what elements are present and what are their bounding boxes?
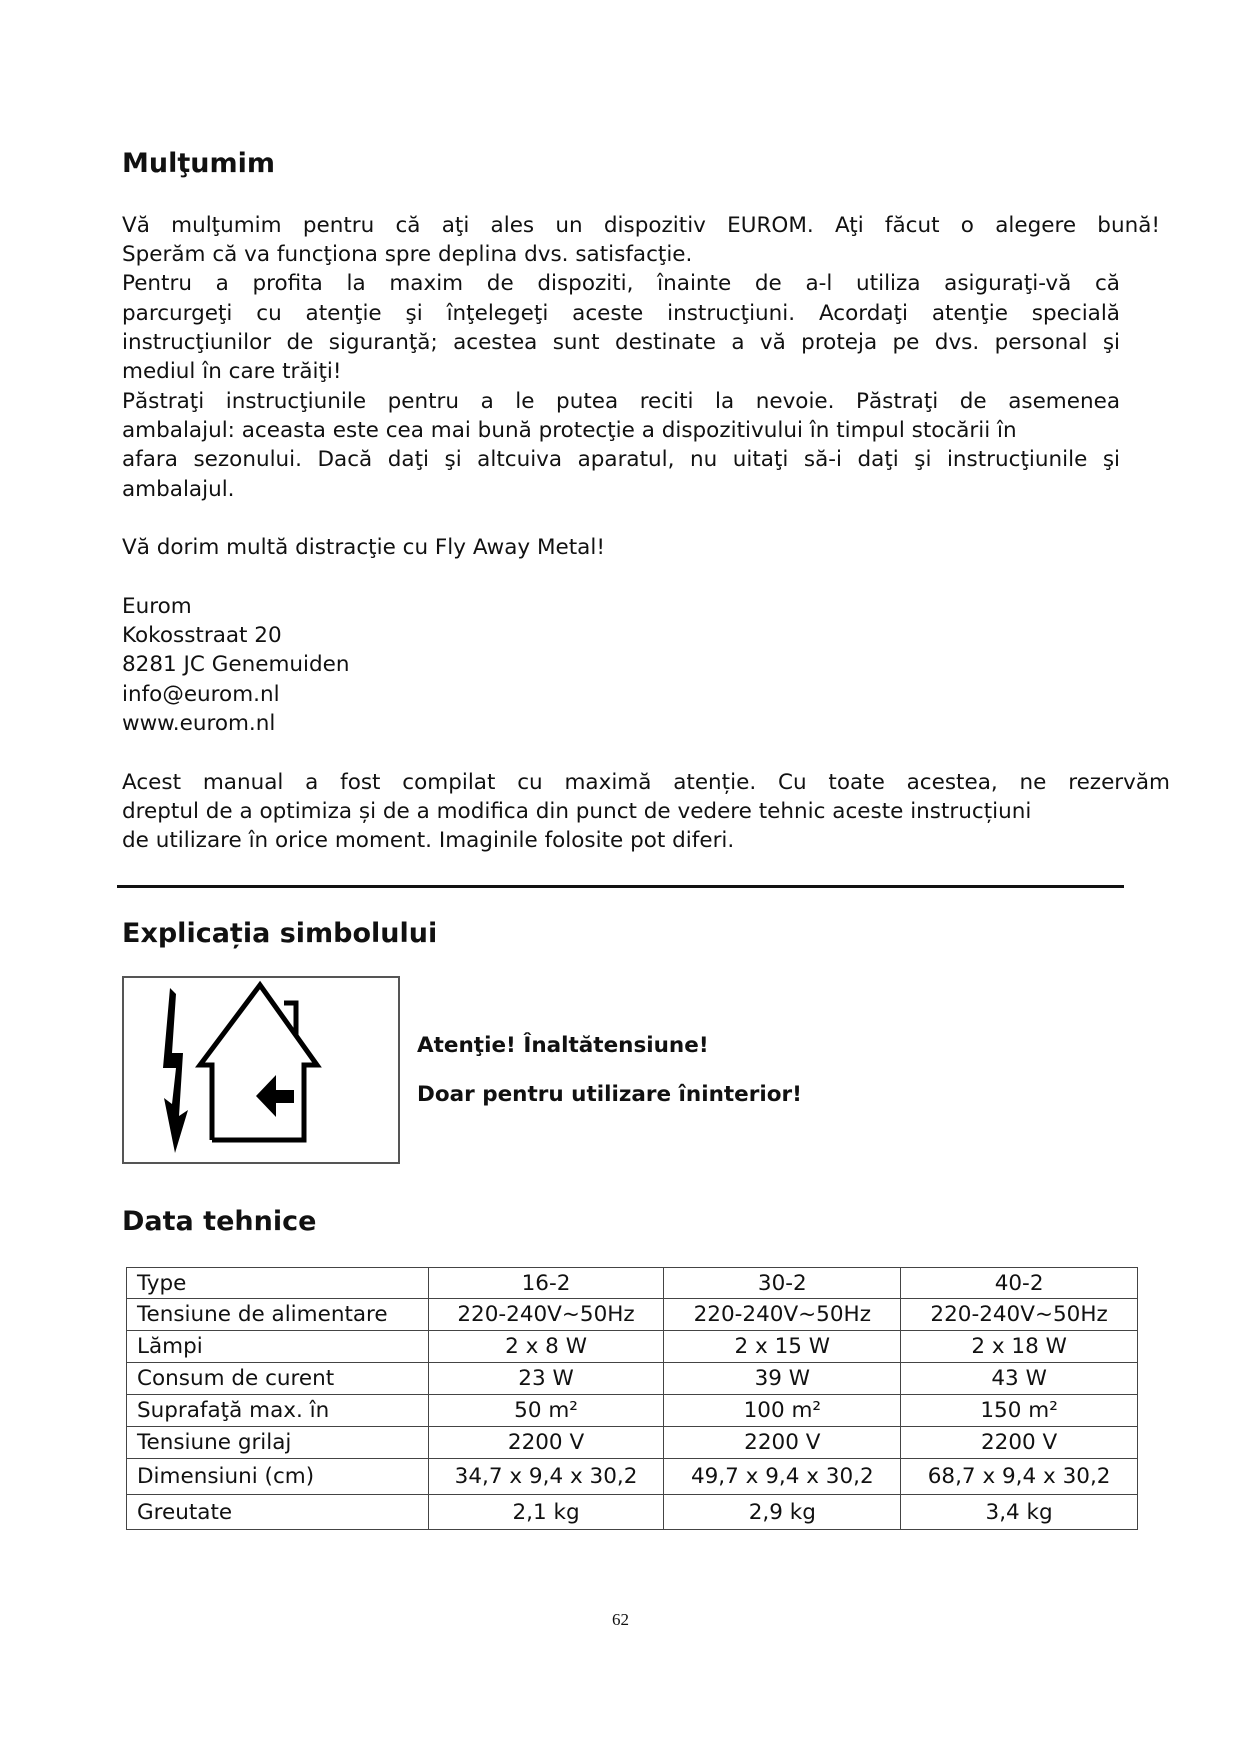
arrow-left-icon xyxy=(256,1075,294,1117)
table-row xyxy=(127,1299,1138,1331)
indoor-only-warning: Doar pentru utilizare îninterior! xyxy=(417,1082,802,1107)
value-cell: 100 m² xyxy=(664,1395,901,1427)
value-cell: 50 m² xyxy=(428,1395,664,1427)
table-row xyxy=(127,1495,1138,1530)
value-cell: 68,7 x 9,4 x 30,2 xyxy=(901,1459,1138,1495)
paragraph-line: Vă mulţumim pentru că aţi ales un dispozitiv EUROM. Aţi făcut o alegere bună! xyxy=(122,213,1160,238)
table-row xyxy=(127,1427,1138,1459)
paragraph-line: Pentru a profita la maxim de dispoziti, înainte de a-l utiliza asiguraţi-vă că xyxy=(122,271,1120,296)
value-cell: 2200 V xyxy=(664,1427,901,1459)
paragraph-line: Păstraţi instrucţiunile pentru a le putea reciti la nevoie. Păstraţi de asemenea xyxy=(122,389,1120,414)
value-cell: 40-2 xyxy=(901,1268,1138,1299)
disclaimer-line: Acest manual a fost compilat cu maximă atenție. Cu toate acestea, ne rezervăm xyxy=(122,770,1170,795)
high-voltage-warning: Atenţie! Înaltătensiune! xyxy=(417,1033,709,1058)
value-cell: 16-2 xyxy=(428,1268,664,1299)
value-cell: 34,7 x 9,4 x 30,2 xyxy=(428,1459,664,1495)
row-label-cell: Tensiune grilaj xyxy=(127,1427,429,1459)
address-website[interactable]: www.eurom.nl xyxy=(122,711,276,736)
section-divider xyxy=(117,885,1124,888)
paragraph-line: instrucţiunilor de siguranţă; acestea sunt destinate a vă proteja pe dvs. personal şi xyxy=(122,330,1120,355)
value-cell: 43 W xyxy=(901,1363,1138,1395)
value-cell: 3,4 kg xyxy=(901,1495,1138,1530)
value-cell: 2200 V xyxy=(901,1427,1138,1459)
value-cell: 2 x 15 W xyxy=(664,1331,901,1363)
paragraph-line: parcurgeţi cu atenţie şi înţelegeţi aceste instrucţiuni. Acordaţi atenţie specială xyxy=(122,301,1120,326)
row-label-cell: Type xyxy=(127,1268,429,1299)
lightning-bolt-icon xyxy=(163,988,188,1153)
address-email[interactable]: info@eurom.nl xyxy=(122,682,280,707)
table-row xyxy=(127,1268,1138,1299)
wish-line: Vă dorim multă distracţie cu Fly Away Metal! xyxy=(122,535,605,560)
table-row xyxy=(127,1363,1138,1395)
paragraph-line: mediul în care trăiţi! xyxy=(122,359,342,384)
row-label-cell: Greutate xyxy=(127,1495,429,1530)
value-cell: 2,9 kg xyxy=(664,1495,901,1530)
disclaimer-line: de utilizare în orice moment. Imaginile folosite pot diferi. xyxy=(122,828,735,853)
value-cell: 39 W xyxy=(664,1363,901,1395)
paragraph-line: ambalajul. xyxy=(122,477,235,502)
symbol-box xyxy=(122,976,400,1164)
table-row xyxy=(127,1331,1138,1363)
row-label-cell: Consum de curent xyxy=(127,1363,429,1395)
paragraph-line: ambalajul: aceasta este cea mai bună protecţie a dispozitivului în timpul stocării în xyxy=(122,418,1017,443)
paragraph-line: Sperăm că va funcţiona spre deplina dvs. satisfacţie. xyxy=(122,242,693,267)
disclaimer-line: dreptul de a optimiza și de a modifica din punct de vedere tehnic aceste instrucțiuni xyxy=(122,799,1032,824)
address-city: 8281 JC Genemuiden xyxy=(122,652,350,677)
value-cell: 220-240V~50Hz xyxy=(664,1299,901,1331)
row-label-cell: Tensiune de alimentare xyxy=(127,1299,429,1331)
heading-symbols: Explicația simbolului xyxy=(122,918,438,949)
heading-thanks: Mulţumim xyxy=(122,148,275,179)
paragraph-line: afara sezonului. Dacă daţi şi altcuiva aparatul, nu uitaţi să-i daţi şi instrucţiunile şi xyxy=(122,447,1120,472)
value-cell: 220-240V~50Hz xyxy=(428,1299,664,1331)
page-number: 62 xyxy=(612,1610,629,1629)
value-cell: 23 W xyxy=(428,1363,664,1395)
value-cell: 150 m² xyxy=(901,1395,1138,1427)
value-cell: 2 x 18 W xyxy=(901,1331,1138,1363)
address-company: Eurom xyxy=(122,594,192,619)
table-row xyxy=(127,1395,1138,1427)
value-cell: 30-2 xyxy=(664,1268,901,1299)
address-street: Kokosstraat 20 xyxy=(122,623,282,648)
value-cell: 220-240V~50Hz xyxy=(901,1299,1138,1331)
value-cell: 49,7 x 9,4 x 30,2 xyxy=(664,1459,901,1495)
row-label-cell: Dimensiuni (cm) xyxy=(127,1459,429,1495)
tech-data-table xyxy=(126,1267,1138,1530)
house-indoor-icon xyxy=(200,985,317,1140)
value-cell: 2 x 8 W xyxy=(428,1331,664,1363)
heading-tech-data: Data tehnice xyxy=(122,1206,317,1237)
row-label-cell: Lămpi xyxy=(127,1331,429,1363)
row-label-cell: Suprafaţă max. în xyxy=(127,1395,429,1427)
table-row xyxy=(127,1459,1138,1495)
value-cell: 2200 V xyxy=(428,1427,664,1459)
value-cell: 2,1 kg xyxy=(428,1495,664,1530)
